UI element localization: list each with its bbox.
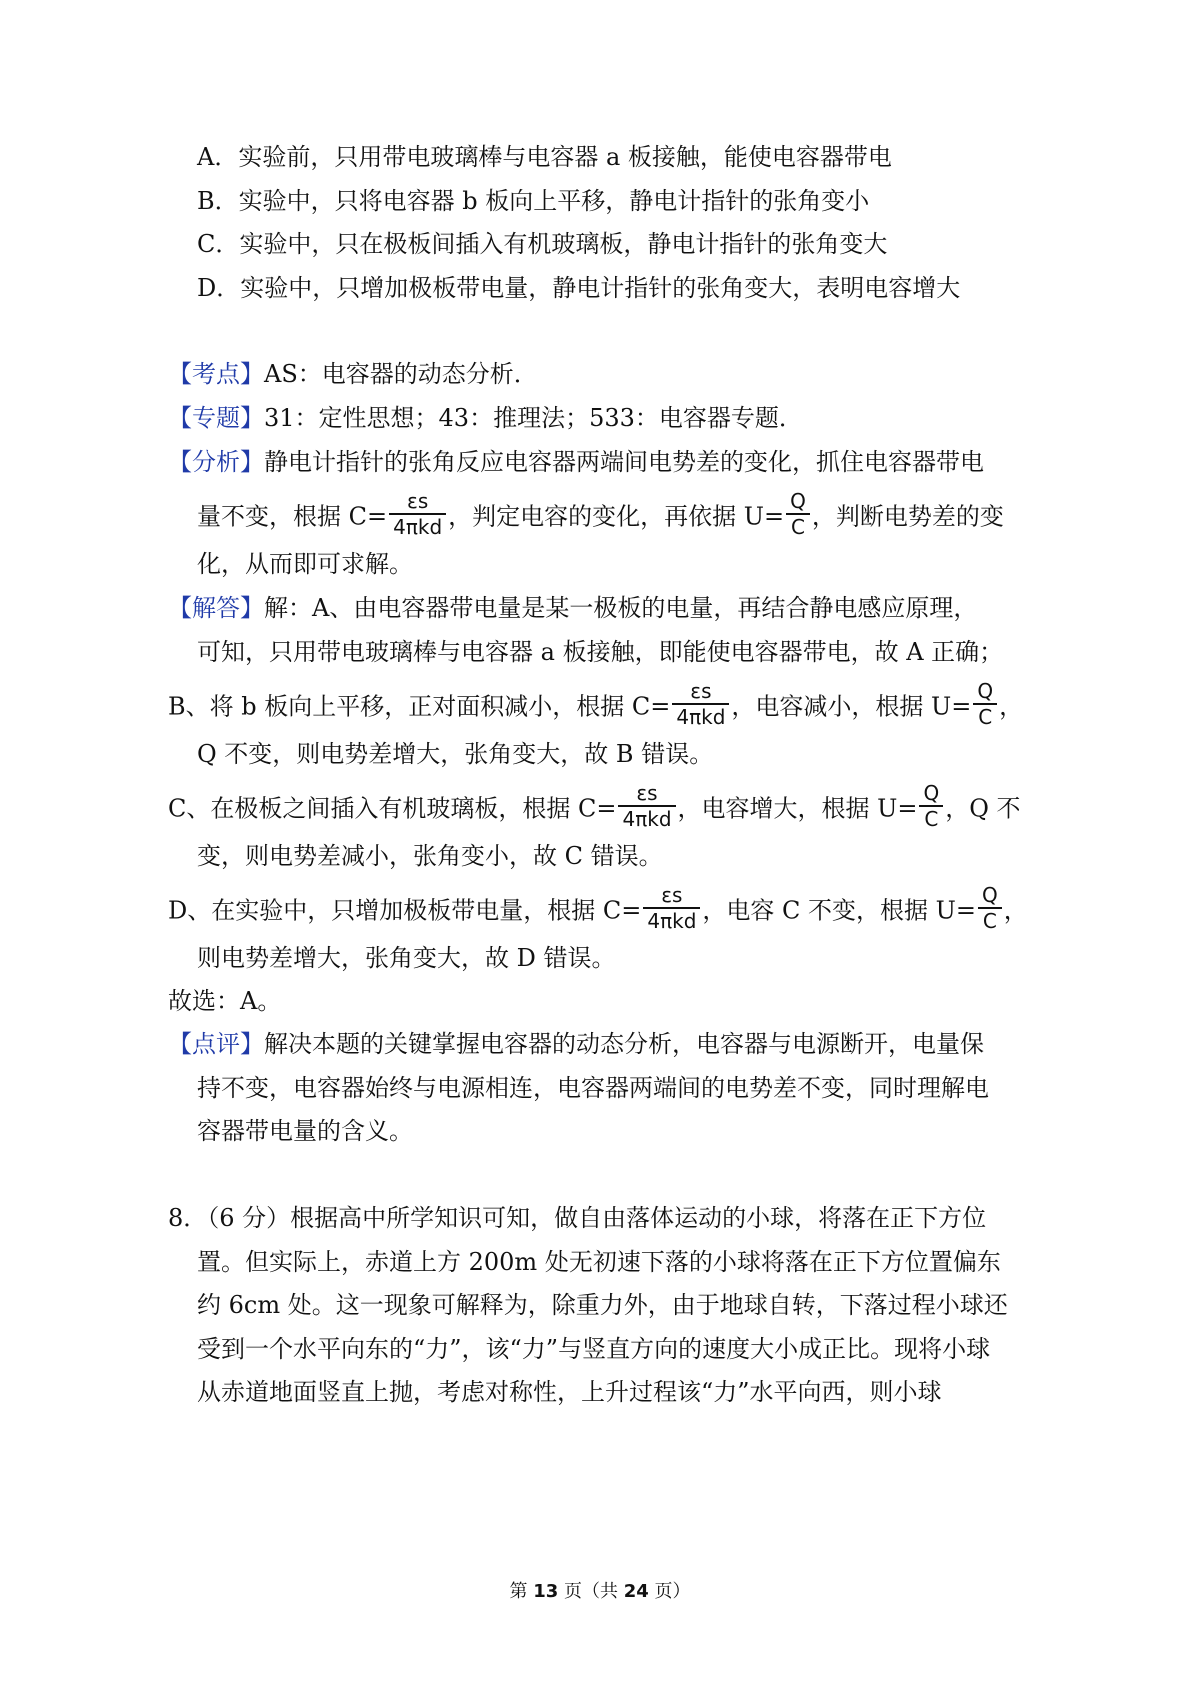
jieda-d-text-c: ， — [1003, 896, 1028, 925]
jieda-c-line-1 — [168, 781, 1021, 835]
jieda-line-1 — [168, 591, 977, 625]
formula-denominator: 4πkd — [676, 705, 726, 729]
dianping-line-2: 持不变，电容器始终与电源相连，电容器两端间的电势差不变，同时理解电 — [197, 1074, 989, 1102]
kaodian-line — [168, 357, 538, 391]
formula-denominator: C — [978, 705, 993, 729]
voltage-formula — [973, 679, 997, 729]
formula-denominator: C — [791, 515, 805, 539]
dianping-line-1 — [168, 1027, 984, 1061]
footer-prefix: 第 — [509, 1581, 534, 1602]
jieda-b-text-a: B、将 b 板向上平移，正对面积减小，根据 C= — [168, 692, 671, 721]
jieda-b-text-b: ，电容减小，根据 U= — [731, 692, 972, 721]
fenxi-text-1: 静电计指针的张角反应电容器两端间电势差的变化，抓住电容器带电 — [264, 448, 984, 476]
jieda-d-text-a: D、在实验中，只增加极板带电量，根据 C= — [168, 896, 642, 925]
formula-denominator: 4πkd — [647, 909, 697, 933]
formula-numerator: Q — [919, 781, 943, 807]
capacitance-formula — [389, 489, 446, 539]
zhuanti-line — [168, 401, 803, 435]
jieda-tag: 【解答】 — [168, 594, 264, 622]
jieda-d-line-1 — [168, 883, 1028, 937]
total-pages: 24 — [623, 1581, 649, 1602]
option-c: C．实验中，只在极板间插入有机玻璃板，静电计指针的张角变大 — [197, 230, 888, 258]
fenxi-line-2 — [197, 489, 1004, 543]
question-8-line-4: 受到一个水平向东的“力”，该“力”与竖直方向的速度大小成正比。现将小球 — [197, 1335, 991, 1363]
formula-denominator: 4πkd — [393, 515, 443, 539]
jieda-b-text-c: ， — [999, 692, 1024, 721]
formula-numerator: Q — [978, 883, 1002, 909]
answer-line: 故选：A。 — [168, 987, 282, 1015]
capacitance-formula — [643, 883, 700, 933]
zhuanti-text: 31：定性思想；43：推理法；533：电容器专题． — [264, 404, 803, 432]
page-number: 13 — [533, 1581, 559, 1602]
question-8-line-5: 从赤道地面竖直上抛，考虑对称性，上升过程该“力”水平向西，则小球 — [197, 1378, 942, 1406]
jieda-c-text-a: C、在极板之间插入有机玻璃板，根据 C= — [168, 794, 617, 823]
formula-numerator: εs — [618, 781, 675, 807]
option-b: B．实验中，只将电容器 b 板向上平移，静电计指针的张角变小 — [197, 187, 870, 215]
fenxi-text-2c: ，判断电势差的变 — [811, 502, 1004, 531]
formula-denominator: C — [924, 807, 939, 831]
voltage-formula — [978, 883, 1002, 933]
formula-denominator: 4πkd — [622, 807, 672, 831]
option-a: A．实验前，只用带电玻璃棒与电容器 a 板接触，能使电容器带电 — [197, 143, 892, 171]
jieda-b-line-2: Q 不变，则电势差增大，张角变大，故 B 错误。 — [197, 740, 714, 768]
jieda-c-text-c: ，Q 不 — [945, 794, 1021, 823]
jieda-d-line-2: 则电势差增大，张角变大，故 D 错误。 — [197, 944, 616, 972]
question-8-line-3: 约 6cm 处。这一现象可解释为，除重力外，由于地球自转，下落过程小球还 — [197, 1291, 1008, 1319]
capacitance-formula — [672, 679, 729, 729]
footer-middle: 页（共 — [558, 1581, 624, 1602]
capacitance-formula — [618, 781, 675, 831]
fenxi-line-3: 化，从而即可求解。 — [197, 550, 413, 578]
dianping-text-1: 解决本题的关键掌握电容器的动态分析，电容器与电源断开，电量保 — [264, 1030, 984, 1058]
option-d: D．实验中，只增加极板带电量，静电计指针的张角变大，表明电容增大 — [197, 274, 961, 302]
dianping-tag: 【点评】 — [168, 1030, 264, 1058]
jieda-d-text-b: ，电容 C 不变，根据 U= — [702, 896, 976, 925]
jieda-b-line-1 — [168, 679, 1024, 733]
page-footer — [0, 1580, 1200, 1604]
kaodian-text: AS：电容器的动态分析． — [264, 360, 538, 388]
voltage-formula — [786, 489, 810, 539]
formula-numerator: Q — [973, 679, 997, 705]
fenxi-tag: 【分析】 — [168, 448, 264, 476]
voltage-formula — [919, 781, 943, 831]
fenxi-text-2a: 量不变，根据 C= — [197, 502, 388, 531]
formula-denominator: C — [982, 909, 997, 933]
formula-numerator: εs — [672, 679, 729, 705]
fenxi-text-2b: ，判定电容的变化，再依据 U= — [448, 502, 785, 531]
jieda-c-line-2: 变，则电势差减小，张角变小，故 C 错误。 — [197, 842, 663, 870]
dianping-line-3: 容器带电量的含义。 — [197, 1117, 413, 1145]
jieda-text-1: 解：A、由电容器带电量是某一极板的电量，再结合静电感应原理， — [264, 594, 978, 622]
formula-numerator: Q — [786, 489, 810, 515]
formula-numerator: εs — [389, 489, 446, 515]
formula-numerator: εs — [643, 883, 700, 909]
jieda-c-text-b: ，电容增大，根据 U= — [677, 794, 918, 823]
kaodian-tag: 【考点】 — [168, 360, 264, 388]
question-8-line-2: 置。但实际上，赤道上方 200m 处无初速下落的小球将落在正下方位置偏东 — [197, 1248, 1001, 1276]
question-8-line-1: 8．（6 分）根据高中所学知识可知，做自由落体运动的小球，将落在正下方位 — [168, 1204, 987, 1232]
jieda-line-2: 可知，只用带电玻璃棒与电容器 a 板接触，即能使电容器带电，故 A 正确； — [197, 638, 1004, 666]
footer-suffix: 页） — [648, 1581, 691, 1602]
zhuanti-tag: 【专题】 — [168, 404, 264, 432]
fenxi-line-1 — [168, 445, 984, 479]
